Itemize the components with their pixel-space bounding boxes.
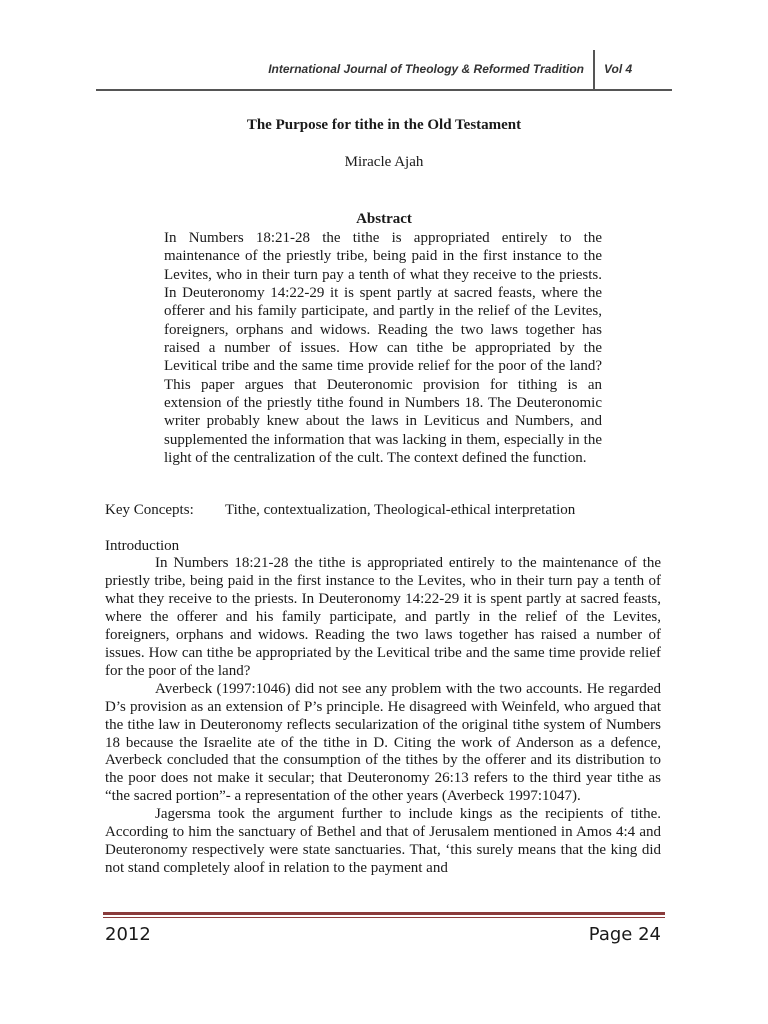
introduction-heading: Introduction bbox=[105, 538, 180, 554]
footer-rule-thin bbox=[103, 917, 665, 918]
running-header bbox=[0, 58, 768, 92]
volume-label: Vol 4 bbox=[604, 62, 633, 76]
paragraph: Averbeck (1997:1046) did not see any problem with the two accounts. He regarded D’s provision as an extension of P’s principle. He disagreed with Weinfeld, who argued that the tithe law in Deuteronomy reflects secularization of the original tithe system of Numbers 18 because the Israelite ate of the tithe in D. Citing the work of Anderson as a defence, Averbeck concluded that the consumption of the tithes by the offerer and its distribution to the poor does not make it secular; that Deuteronomy 26:13 refers to the third year tithe as “the sacred portion”- a representation of the other years (Averbeck 1997:1047). bbox=[105, 680, 661, 805]
footer-rule bbox=[103, 912, 665, 915]
author-name: Miracle Ajah bbox=[344, 154, 424, 170]
page-number: Page 24 bbox=[588, 924, 661, 945]
footer-year: 2012 bbox=[105, 924, 151, 945]
paragraph: Jagersma took the argument further to include kings as the recipients of tithe. According to him the sanctuary of Bethel and that of Jerusalem mentioned in Amos 4:4 and Deuteronomy respectively were state sanctuaries. That, ‘this surely means that the king did not stand completely aloof in relation to the payment and bbox=[105, 806, 661, 877]
abstract-text: In Numbers 18:21-28 the tithe is appropriated entirely to the maintenance of the priestly tribe, being paid in the first instance to the Levites, who in their turn pay a tenth of what they receive to the priests. In Deuteronomy 14:22-29 it is spent partly at sacred feasts, where the offerer and his family participate, and partly in the relief of the Levites, foreigners, orphans and widows. Reading the two laws together has raised a number of issues. How can tithe be appropriated by the Levitical tribe and the same time provide relief for the poor of the land? This paper argues that Deuteronomic provision for tithing is an extension of the priestly tithe found in Numbers 18. The Deuteronomic writer probably knew about the laws in Leviticus and Numbers, and supplemented the information that was lacking in them, especially in the light of the centralization of the cult. The context defined the function. bbox=[164, 230, 602, 467]
key-concepts-label: Key Concepts: bbox=[105, 502, 194, 518]
abstract-heading: Abstract bbox=[356, 211, 412, 227]
body-text bbox=[105, 555, 661, 878]
key-concepts bbox=[105, 502, 665, 519]
article-title: The Purpose for tithe in the Old Testament bbox=[246, 117, 522, 133]
paragraph: In Numbers 18:21-28 the tithe is appropriated entirely to the maintenance of the priestly tribe, being paid in the first instance to the Levites, who in their turn pay a tenth of what they receive to the priests. In Deuteronomy 14:22-29 it is spent partly at sacred feasts, where the offerer and his family participate, and partly in the relief of the Levites, foreigners, orphans and widows. Reading the two laws together has raised a number of issues. How can tithe be appropriated by the Levitical tribe and the same time provide relief for the poor of the land? bbox=[105, 555, 661, 679]
key-concepts-value: Tithe, contextualization, Theological-ethical interpretation bbox=[225, 502, 576, 518]
header-rule bbox=[96, 89, 672, 91]
journal-name: International Journal of Theology & Reformed Tradition bbox=[268, 62, 584, 76]
header-divider bbox=[593, 50, 595, 90]
